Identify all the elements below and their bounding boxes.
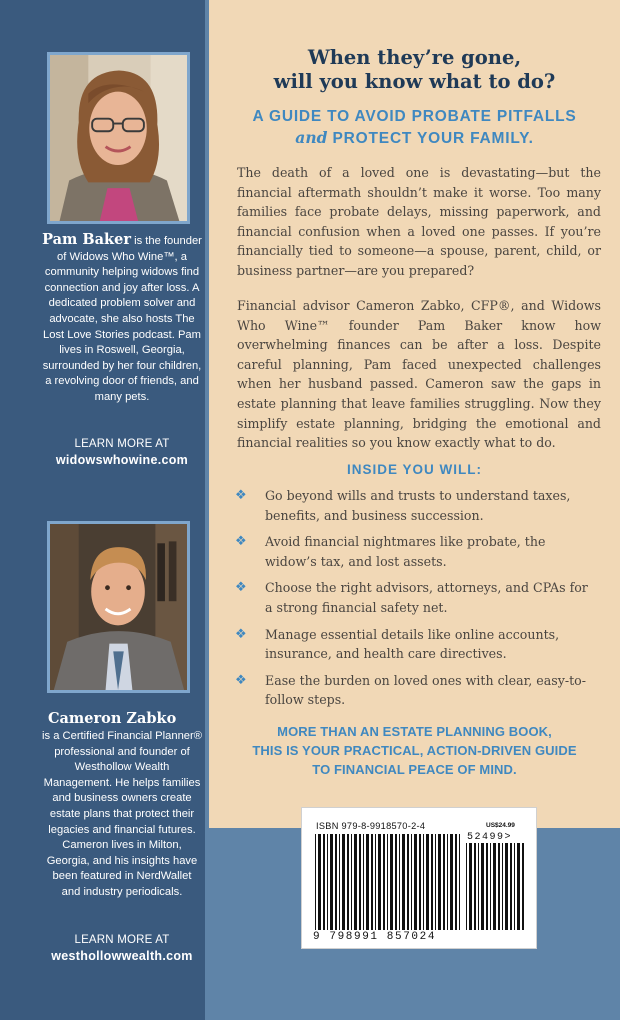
author-name-pam-baker: Pam Baker [42,231,131,248]
learn-more-label: LEARN MORE AT [74,438,170,450]
diamond-bullet-icon: ❖ [235,672,247,688]
barcode-bars [315,834,460,930]
description-paragraph: Financial advisor Cameron Zabko, CFP®, and Widows Who Wine™ founder Pam Baker know how overwhelming finances can be after a loss. Despite careful planning, Pam faced unexpected challenges when her husband passed. Cameron saw the gaps in estate planning that leave families struggling. Now they simplify estate planning, bridging the emotional and financial realities so you know exactly what to do. [237,298,601,451]
author-bio-cameron-zabko [42,709,202,901]
subheadline-line: PROTECT YOUR FAMILY. [332,130,534,147]
addon-barcode-bars [466,843,526,930]
list-item: ❖ Go beyond wills and trusts to understand taxes, benefits, and business succession. [235,488,571,523]
headline-line: When they’re gone, [307,46,522,69]
author-photo-cameron-zabko [47,521,190,693]
list-item: ❖ Manage essential details like online accounts, insurance, and health care directives. [235,626,560,662]
subheadline-and: and [295,128,328,147]
isbn-barcode [302,808,536,948]
inside-heading: INSIDE YOU WILL: [346,462,482,477]
barcode-number: 9 798991 857024 [313,931,437,943]
author-photo-pam-baker [47,52,190,224]
list-item: ❖ Avoid financial nightmares like probate, the widow’s tax, and lost assets. [235,534,546,569]
website-widows-who-wine: widowswhowine.com [55,453,189,467]
author-bio-pam-baker [42,232,202,406]
subheadline-line: A GUIDE TO AVOID PROBATE PITFALLS [252,108,577,125]
website-westhollow-wealth: westhollowwealth.com [51,949,193,963]
diamond-bullet-icon: ❖ [235,580,247,596]
price-addon-code: 52499> [467,832,513,843]
price-label: US$24.99 [486,822,515,829]
learn-more-pam-baker [42,438,202,467]
author-bio-text: is the founder of Widows Who Wine™, a community helping widows find connection and joy after loss. A dedicated problem solver and advocate, she also hosts The Lost Love Stories podcast. Pam lives in Roswell, Georgia, surrounded by her four children, a revolving door of friends, and many pets. [42,235,202,403]
benefit-list [235,486,595,717]
headline-line: will you know what to do? [273,70,556,93]
diamond-bullet-icon: ❖ [235,534,247,550]
author-column [0,0,205,1020]
list-item: ❖ Ease the burden on loved ones with clear, easy-to-follow steps. [235,672,586,708]
learn-more-label: LEARN MORE AT [74,934,170,946]
headline [209,46,620,94]
description-paragraph: The death of a loved one is devastating—but the financial aftermath shouldn’t make it worse. Too many families face probate delays, missing paperwork, and financial confusion when a loved one passes. If you’re financially tied to someone—a spouse, parent, child, or business partner—are you prepared? [237,165,601,278]
author-bio-text: is a Certified Financial Planner® professional and founder of Westhollow Wealth Management. He helps families and business owners create estate plans that protect their legacies and financial futures. Cameron lives in Milton, Georgia, and his insights have been featured in NerdWallet and industry periodicals. [42,730,202,898]
description-column [209,0,620,1020]
subheadline [209,106,620,149]
diamond-bullet-icon: ❖ [235,488,247,503]
author-name-cameron-zabko: Cameron Zabko [48,710,177,727]
diamond-bullet-icon: ❖ [235,626,247,642]
closing-statement: MORE THAN AN ESTATE PLANNING BOOK, THIS IS YOUR PRACTICAL, ACTION-DRIVEN GUIDE TO FINANCIAL PEACE OF MIND. [252,724,577,777]
learn-more-cameron-zabko [42,934,202,963]
isbn-text: ISBN 979-8-9918570-2-4 [316,821,426,831]
list-item: ❖ Choose the right advisors, attorneys, and CPAs for a strong financial safety net. [235,580,588,615]
